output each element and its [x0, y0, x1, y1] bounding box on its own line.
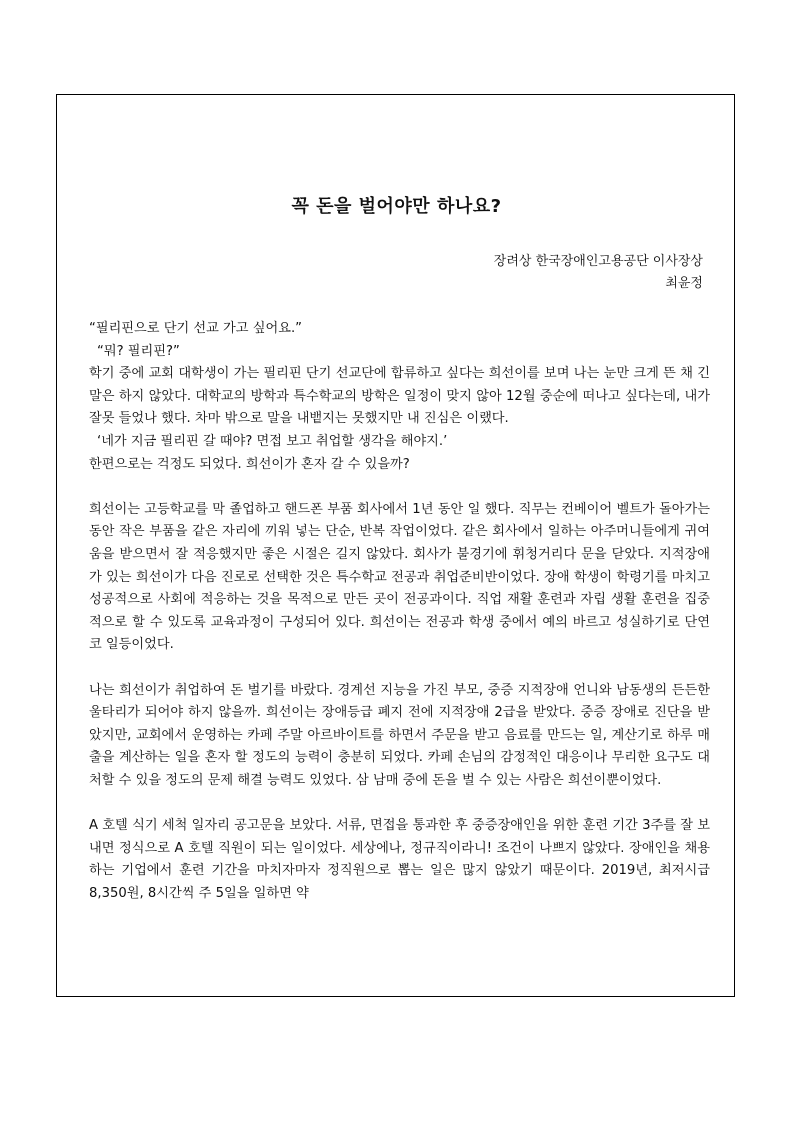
paragraph: 한편으로는 걱정도 되었다. 희선이가 혼자 갈 수 있을까?	[89, 456, 410, 472]
dialogue-line: “필리핀으로 단기 선교 가고 싶어요.”	[89, 321, 302, 336]
author-name: 최윤정	[665, 276, 703, 291]
paragraph: 학기 중에 교회 대학생이 가는 필리핀 단기 선교단에 합류하고 싶다는 희선이를 보며 나는 눈만 크게 뜬 채 긴 말은 하지 않았다. 대학교의 방학과 특수학교의 방학은 일정이 맞지 않아 12월 중순에 떠나고 싶다는데, 내가 잘못 들었나 했다. 차마 밖으로 말을 내뱉지는 못했지만 내 진심은 이랬다.	[89, 366, 710, 427]
inner-thought-line: ‘네가 지금 필리핀 갈 때야? 면접 보고 취업할 생각을 해야지.’	[97, 433, 448, 449]
paragraph-gap	[89, 476, 710, 499]
paragraph-gap	[89, 792, 710, 815]
award-line: 장려상 한국장애인고용공단 이사장상	[493, 254, 703, 269]
essay-body	[89, 318, 710, 905]
dialogue-line: “뭐? 필리핀?”	[97, 343, 180, 359]
paragraph-gap	[89, 657, 710, 680]
essay-title: 꼭 돈을 벌어야만 하나요?	[291, 196, 502, 217]
paragraph: A 호텔 식기 세척 일자리 공고문을 보았다. 서류, 면접을 통과한 후 중증장애인을 위한 훈련 기간 3주를 잘 보내면 정식으로 A 호텔 직원이 되는 일이었다. 세상에나, 정규직이라니! 조건이 나쁘지 않았다. 장애인을 채용하는 기업에서 훈련 기간을 마치자마자 정직원으로 뽑는 일은 많지 않았기 때문이다. 2019년, 최저시급 8,350원, 8시간씩 주 5일을 일하면 약	[89, 818, 710, 901]
paragraph: 희선이는 고등학교를 막 졸업하고 핸드폰 부품 회사에서 1년 동안 일 했다. 직무는 컨베이어 벨트가 돌아가는 동안 작은 부품을 같은 자리에 끼워 넣는 단순, 반복 작업이었다. 같은 회사에서 일하는 아주머니들에게 귀여움을 받으면서 잘 적응했지만 좋은 시절은 길지 않았다. 회사가 불경기에 휘청거리다 문을 닫았다. 지적장애가 있는 희선이가 다음 진로로 선택한 것은 특수학교 전공과 취업준비반이었다. 장애 학생이 학령기를 마치고 성공적으로 사회에 적응하는 것을 목적으로 만든 곳이 전공과이다. 직업 재활 훈련과 자립 생활 훈련을 집중적으로 할 수 있도록 교육과정이 구성되어 있다. 희선이는 전공과 학생 중에서 예의 바르고 성실하기로 단연코 일등이었다.	[89, 501, 710, 653]
paragraph: 나는 희선이가 취업하여 돈 벌기를 바랐다. 경계선 지능을 가진 부모, 중증 지적장애 언니와 남동생의 든든한 울타리가 되어야 하지 않을까. 희선이는 장애등급 폐지 전에 지적장애 2급을 받았다. 중증 장애로 진단을 받았지만, 교회에서 운영하는 카페 주말 아르바이트를 하면서 주문을 받고 음료를 만드는 일, 계산기로 하루 매출을 계산하는 일을 혼자 할 정도의 능력이 충분히 되었다. 카페 손님의 감정적인 대응이나 무리한 요구도 대처할 수 있을 정도의 문제 해결 능력도 있었다. 삼 남매 중에 돈을 벌 수 있는 사람은 희선이뿐이었다.	[89, 682, 710, 788]
